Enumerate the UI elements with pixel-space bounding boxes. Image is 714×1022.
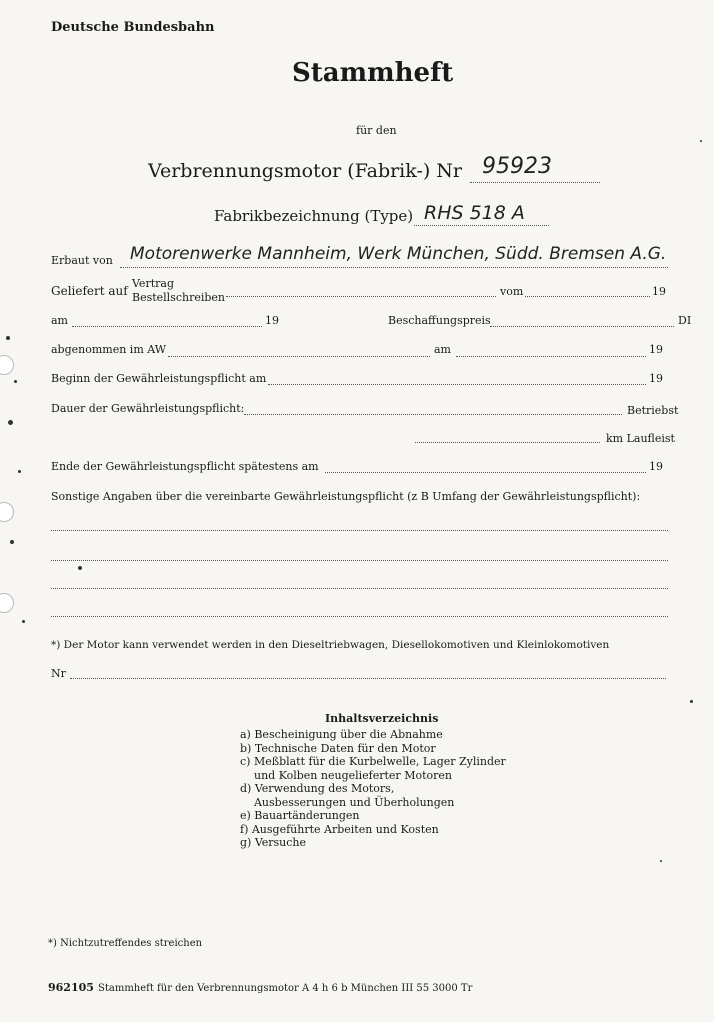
beschaffungspreis-label: Beschaffungspreis — [388, 314, 491, 327]
abgenommen-jahr: 19 — [649, 343, 663, 356]
am-line — [72, 326, 262, 327]
beginn-jahr: 19 — [649, 372, 663, 385]
punch-hole — [0, 502, 14, 522]
beschaffungspreis-line — [490, 326, 674, 327]
sonstige-line-1 — [51, 530, 668, 531]
contents-item: Ausbesserungen und Überholungen — [240, 795, 455, 809]
scan-speck — [660, 860, 662, 862]
motor-number-value: 95923 — [482, 154, 552, 179]
motor-number-label: Verbrennungsmotor (Fabrik-) Nr — [148, 160, 463, 182]
organization-name: Deutsche Bundesbahn — [51, 20, 215, 35]
contents-item: d) Verwendung des Motors, — [240, 782, 395, 795]
nr-label: Nr — [51, 667, 66, 680]
contents-title: Inhaltsverzeichnis — [325, 712, 439, 725]
beginn-label: Beginn der Gewährleistungspflicht am — [51, 372, 267, 385]
type-label: Fabrikbezeichnung (Type) — [214, 207, 414, 225]
erbaut-value: Motorenwerke Mannheim, Werk München, Südd. Bremsen A.G. — [130, 244, 667, 264]
footer-note: *) Nichtzutreffendes streichen — [48, 938, 203, 949]
geliefert-vom: vom — [500, 285, 524, 298]
ende-line — [325, 472, 646, 473]
abgenommen-am-line — [456, 356, 646, 357]
dauer-label: Dauer der Gewährleistungspflicht: — [51, 402, 245, 415]
laufleist-line — [415, 442, 600, 443]
betriebst-label: Betriebst — [627, 404, 679, 417]
am-label: am — [51, 314, 68, 327]
scan-speck — [14, 380, 17, 383]
punch-hole — [0, 593, 14, 613]
currency-label: DI — [678, 314, 692, 327]
contents-list — [240, 728, 506, 850]
form-imprint: Stammheft für den Verbrennungsmotor A 4 h 6 b München III 55 3000 Tr — [98, 983, 473, 994]
contents-item: c) Meßblatt für die Kurbelwelle, Lager Zylinder — [240, 755, 506, 768]
dauer-line — [244, 414, 622, 415]
scan-speck — [10, 540, 14, 544]
scan-speck — [6, 336, 10, 340]
scan-speck — [690, 700, 693, 703]
scan-speck — [700, 140, 702, 142]
scan-speck — [8, 420, 13, 425]
punch-hole — [0, 355, 14, 375]
page-title: Stammheft — [292, 58, 454, 88]
abgenommen-label: abgenommen im AW — [51, 343, 167, 356]
contents-item: b) Technische Daten für den Motor — [240, 741, 436, 755]
abgenommen-line — [168, 356, 430, 357]
subtitle-fuer-den: für den — [356, 124, 397, 137]
erbaut-line — [120, 267, 668, 268]
motor-number-line — [470, 182, 600, 183]
abgenommen-am: am — [434, 343, 451, 356]
erbaut-label: Erbaut von — [51, 254, 113, 267]
type-line — [414, 225, 549, 226]
sonstige-line-3 — [51, 588, 668, 589]
beginn-line — [268, 384, 646, 385]
form-number: 962105 — [48, 981, 94, 994]
contents-item: f) Ausgeführte Arbeiten und Kosten — [240, 822, 439, 836]
geliefert-vertrag: Vertrag — [132, 277, 174, 290]
ende-jahr: 19 — [649, 460, 663, 473]
geliefert-bestellschreiben: Bestellschreiben — [132, 291, 226, 304]
am-jahr: 19 — [265, 314, 279, 327]
nr-line — [70, 678, 666, 679]
scan-speck — [22, 620, 25, 623]
scan-speck — [78, 566, 82, 570]
geliefert-jahr: 19 — [652, 285, 666, 298]
contents-item: a) Bescheinigung über die Abnahme — [240, 728, 443, 741]
sonstige-label: Sonstige Angaben über die vereinbarte Gewährleistungspflicht (z B Umfang der Gewährleistungspflicht): — [51, 490, 641, 503]
sonstige-line-2 — [51, 560, 668, 561]
sonstige-line-4 — [51, 616, 668, 617]
contents-item: und Kolben neugelieferter Motoren — [240, 768, 452, 782]
geliefert-label: Geliefert auf — [51, 284, 128, 298]
geliefert-vom-line — [525, 296, 650, 297]
contents-item: g) Versuche — [240, 836, 307, 849]
scan-speck — [18, 470, 21, 473]
motor-usage-footnote: *) Der Motor kann verwendet werden in den Dieseltriebwagen, Diesellokomotiven und Kleinlokomotiven — [51, 639, 610, 651]
type-value: RHS 518 A — [424, 202, 525, 224]
km-laufleist-label: km Laufleist — [606, 432, 675, 445]
contents-item: e) Bauartänderungen — [240, 809, 360, 822]
ende-label: Ende der Gewährleistungspflicht spätestens am — [51, 460, 319, 473]
geliefert-line — [226, 296, 496, 297]
